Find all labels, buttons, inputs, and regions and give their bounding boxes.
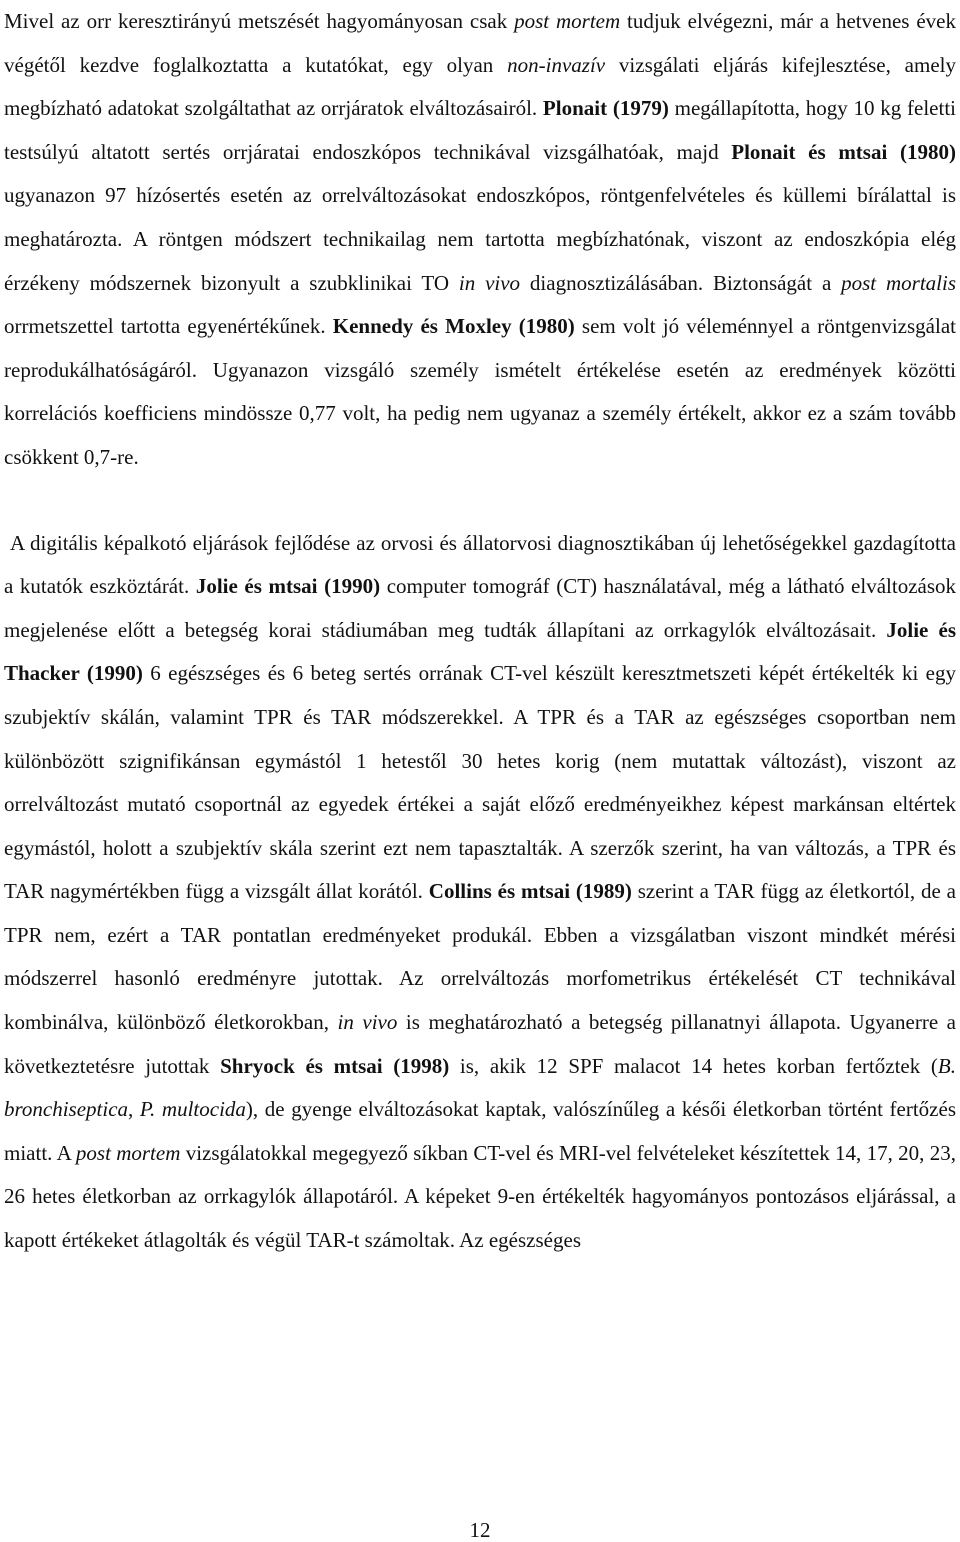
italic-term: B. bronchiseptica (4, 1053, 956, 1122)
italic-term: in vivo (458, 270, 521, 295)
paragraph-2 (4, 522, 956, 1263)
body-text: diagnosztizálásában. Biztonságát a (520, 270, 842, 295)
citation-text: Kennedy és Moxley (1980) (332, 314, 575, 339)
body-text: is, akik 12 SPF malacot 14 hetes korban fertőztek ( (449, 1053, 938, 1078)
body-text: vizsgálatokkal megegyező síkban CT-vel és MRI-vel felvételeket készítettek 14, 17, 20, 23, 26 hetes életkorban az orrkagylók állapotáról. A képeket 9-en értékelték hagyományos pontozásos eljárással, a kapott értékeket átlagolták és végül TAR-t számoltak. Az egészséges (4, 1140, 956, 1253)
document-page (4, 0, 956, 1263)
body-text: megállapította, hogy 10 kg feletti testsúlyú altatott sertés orrjáratai endoszkópos technikával vizsgálhatóak, majd (4, 96, 956, 164)
body-text: szerint a TAR függ az életkortól, de a TPR nem, ezért a TAR pontatlan eredményeket produkál. Ebben a vizsgálatban viszont mindkét mérési módszerrel hasonló eredményre jutottak. Az orrelváltozás morfometrikus értékelését CT technikával kombinálva, különböző életkorokban, (4, 879, 956, 1035)
body-text: ugyanazon 97 hízósertés esetén az orrelváltozásokat endoszkópos, röntgenfelvételes és küllemi bírálattal is meghatározta. A röntgen módszert technikailag nem tartotta megbízhatónak, viszont az endoszkópia elég érzékeny módszernek bizonyult a szubklinikai TO (4, 183, 956, 295)
body-text: is meghatározható a betegség pillanatnyi állapota. Ugyanerre a következtetésre jutottak (4, 1010, 956, 1078)
italic-term: non-invazív (507, 52, 606, 77)
body-text: 6 egészséges és 6 beteg sertés orrának CT-vel készült keresztmetszeti képét értékelték ki egy szubjektív skálán, valamint TPR és TAR módszerekkel. A TPR és a TAR az egészséges csoportban nem különbözött szignifikánsan egymástól 1 hetestől 30 hetes korig (nem mutattak változást), viszont az orrelváltozást mutató csoportnál az egyedek értékei a saját előző eredményeikhez képest markánsan eltértek egymástól, holott a szubjektív skála szerint ezt nem tapasztalták. A szerzők szerint, ha van változás, a TPR és TAR nagymértékben függ a vizsgált állat korától. (4, 661, 957, 904)
citation-text: Collins és mtsai (1989) (428, 879, 632, 904)
italic-term: post mortalis (841, 270, 956, 295)
body-text: computer tomográf (CT) használatával, még a látható elváltozások megjelenése előtt a betegség korai stádiumában meg tudták állapítani az orrkagylók elváltozásait. (4, 574, 957, 642)
italic-term: post mortem (514, 9, 621, 33)
italic-term: P. multocida (139, 1097, 246, 1122)
citation-text: Plonait (1979) (542, 96, 669, 121)
body-text: ), de gyenge elváltozásokat kaptak, valószínűleg a késői életkorban történt fertőzés miatt. A (4, 1097, 956, 1165)
body-text: orrmetszettel tartotta egyenértékűnek. (4, 314, 333, 339)
citation-text: Jolie és Thacker (1990) (4, 617, 956, 686)
citation-text: Shryock és mtsai (1998) (220, 1053, 450, 1078)
body-text: , (128, 1097, 140, 1122)
page-number: 12 (469, 1518, 491, 1542)
body-text: Mivel az orr keresztirányú metszését hagyományosan csak (4, 9, 515, 33)
citation-text: Jolie és mtsai (1990) (195, 574, 381, 599)
italic-term: post mortem (75, 1140, 181, 1165)
body-text: A digitális képalkotó eljárások fejlődése az orvosi és állatorvosi diagnosztikában új lehetőségekkel gazdagította a kutatók eszköztárát. (4, 530, 956, 599)
paragraph-1 (4, 0, 956, 480)
citation-text: Plonait és mtsai (1980) (731, 139, 956, 164)
body-text: tudjuk elvégezni, már a hetvenes évek végétől kezdve foglalkoztatta a kutatókat, egy olyan (4, 9, 956, 77)
body-text: vizsgálati eljárás kifejlesztése, amely megbízható adatokat szolgáltathat az orrjáratok elváltozásairól. (4, 52, 956, 121)
body-text: sem volt jó véleménnyel a röntgenvizsgálat reprodukálhatóságáról. Ugyanazon vizsgáló személy ismételt értékelése esetén az eredmények közötti korrelációs koefficiens mindössze 0,77 volt, ha pedig nem ugyanaz a személy értékelt, akkor ez a szám tovább csökkent 0,7-re. (4, 314, 956, 469)
italic-term: in vivo (337, 1010, 398, 1035)
